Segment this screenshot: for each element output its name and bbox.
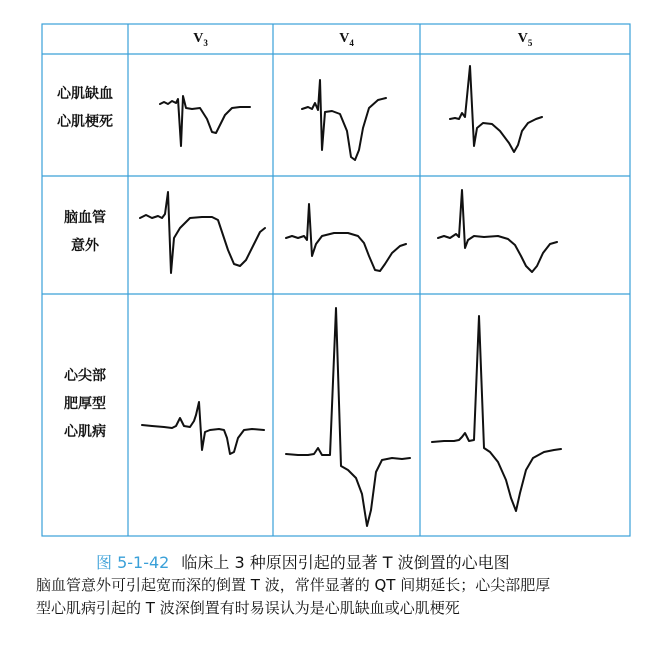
column-header-v3-label: V bbox=[193, 31, 204, 46]
figure-caption bbox=[96, 550, 616, 573]
row-label-line: 脑血管 bbox=[64, 210, 106, 226]
row-label-line: 心尖部 bbox=[64, 368, 106, 384]
column-header-v5-label: V bbox=[517, 31, 528, 46]
column-header-v3-sub: 3 bbox=[203, 37, 208, 48]
ecg-trace-cva-v5 bbox=[438, 190, 557, 272]
column-header-v5 bbox=[420, 24, 630, 54]
column-header-v4-sub: 4 bbox=[349, 37, 354, 48]
figure-description-line-2: 型心肌病引起的 T 波深倒置有时易误认为是心肌缺血或心肌梗死 bbox=[36, 599, 460, 617]
table-grid-lines bbox=[42, 24, 630, 536]
ecg-trace-ahcm-v4 bbox=[286, 308, 410, 526]
column-header-v4-label: V bbox=[339, 31, 350, 46]
figure-number: 图 5-1-42 bbox=[96, 553, 170, 572]
column-header-v3 bbox=[128, 24, 273, 54]
figure-description-line-1: 脑血管意外可引起宽而深的倒置 T 波，常伴显著的 QT 间期延长；心尖部肥厚 bbox=[36, 576, 551, 594]
ecg-trace-ischemia-v4 bbox=[302, 80, 386, 160]
ecg-trace-ahcm-v5 bbox=[432, 316, 561, 511]
figure-description bbox=[36, 574, 636, 620]
row-label-apical-hcm bbox=[42, 362, 128, 446]
row-label-line: 意外 bbox=[71, 238, 99, 254]
row-label-ischemia-infarction bbox=[42, 80, 128, 136]
row-label-line: 心肌病 bbox=[64, 424, 106, 440]
row-label-line: 心肌缺血 bbox=[57, 86, 113, 102]
column-header-v4 bbox=[273, 24, 420, 54]
figure-title: 临床上 3 种原因引起的显著 T 波倒置的心电图 bbox=[181, 553, 510, 572]
ecg-trace-ahcm-v3 bbox=[142, 402, 264, 454]
row-label-line: 肥厚型 bbox=[64, 396, 106, 412]
row-label-cerebrovascular-accident bbox=[42, 204, 128, 260]
ecg-trace-cva-v4 bbox=[286, 204, 406, 271]
table-border bbox=[42, 24, 630, 536]
column-header-v5-sub: 5 bbox=[527, 37, 533, 48]
row-label-line: 心肌梗死 bbox=[57, 114, 113, 130]
ecg-trace-ischemia-v3 bbox=[160, 96, 250, 146]
ecg-trace-ischemia-v5 bbox=[450, 66, 542, 152]
ecg-trace-cva-v3 bbox=[140, 192, 265, 273]
